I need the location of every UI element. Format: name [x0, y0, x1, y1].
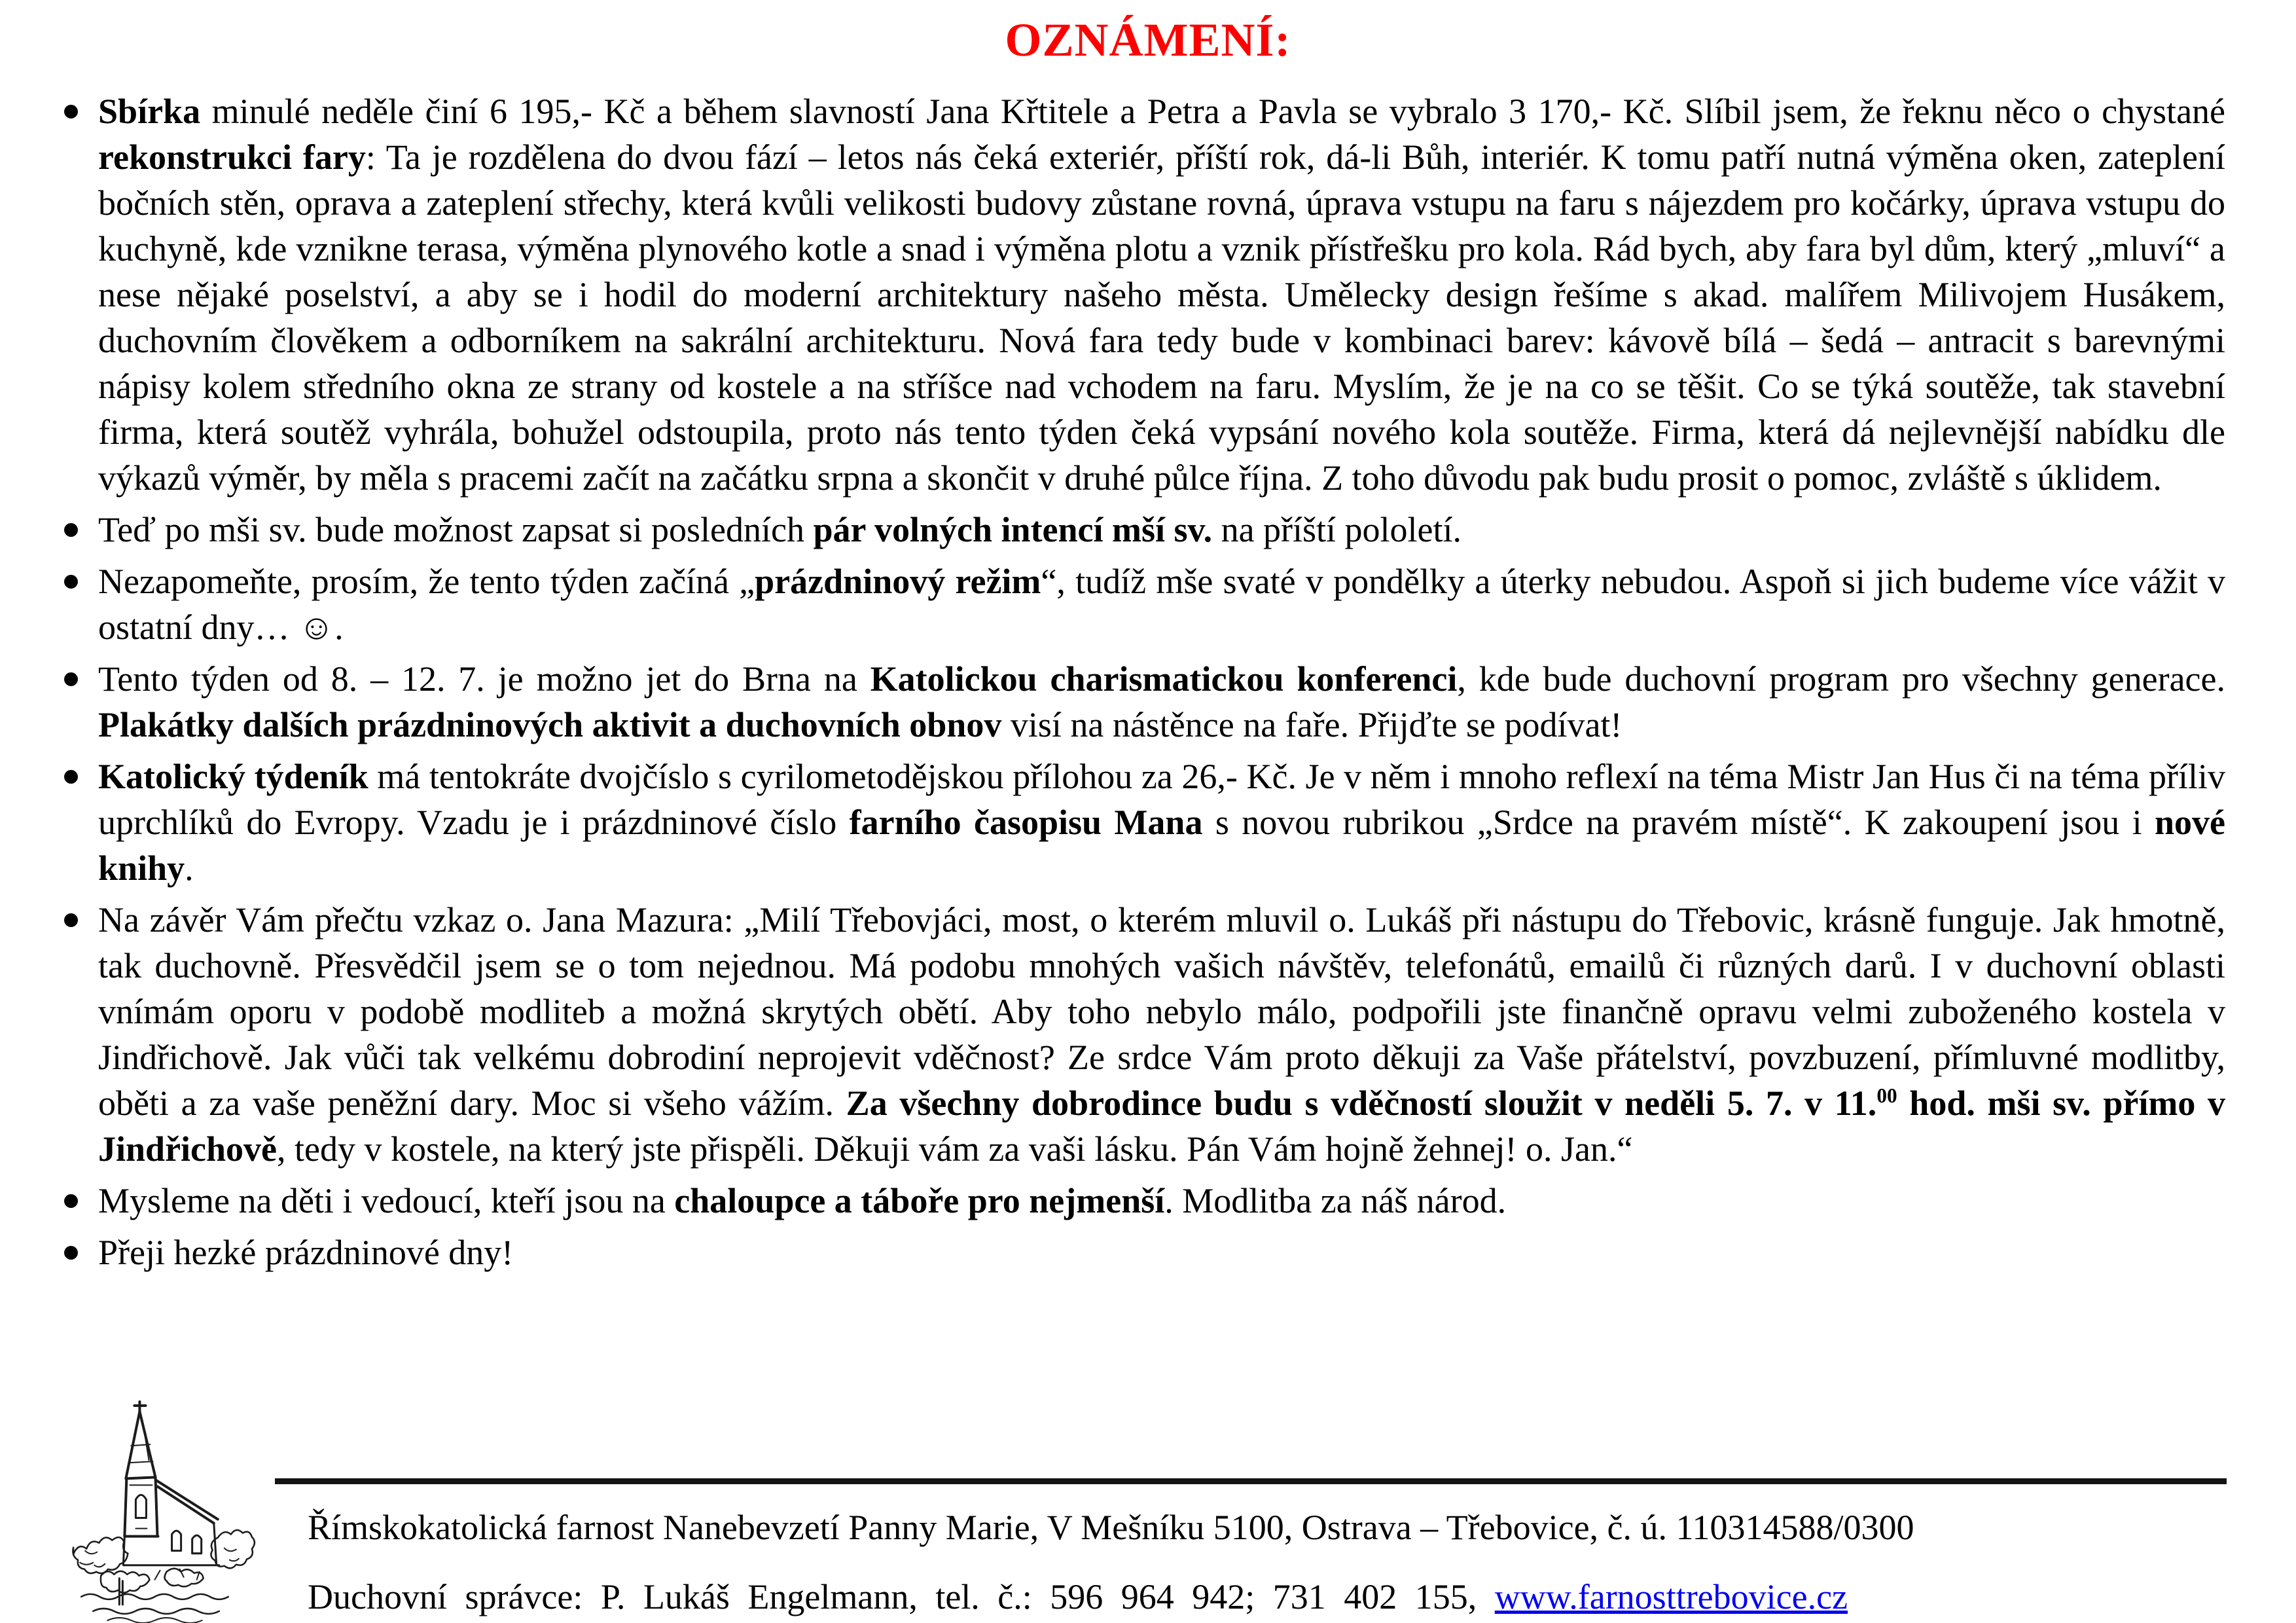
text-run: Tento týden od 8. – 12. 7. je možno jet do Brna na	[98, 659, 870, 699]
bold-text-run: Sbírka	[98, 92, 201, 132]
announcement-list	[0, 88, 2296, 1275]
text-run: Na závěr Vám přečtu vzkaz o. Jana Mazura: „Milí Třebovjáci, most, o kterém mluvil o. Lukáš při nástupu do Třebovic, krásně funguje. Jak hmotně, tak duchovně. Přesvědčil jsem se o tom nejednou. Má podobu mnohých vašich návštěv, telefonátů, emailů či různých darů. I v duchovní oblasti vnímám oporu v podobě modliteb a možná skrytých obětí. Aby toho nebylo málo, podpořili jste finančně opravu velmi zuboženého kostela v Jindřichově. Jak vůči tak velkému dobrodiní neprojevit vděčnost? Ze srdce Vám proto děkuji za Vaše přátelství, povzbuzení, přímluvné modlitby, oběti a za vaše peněžní dary. Moc si všeho vážím.	[98, 900, 2225, 1123]
bold-text-run: farního časopisu Mana	[849, 803, 1203, 843]
bullet-item	[98, 88, 2225, 501]
bold-text-run: pár volných intencí mší sv.	[813, 510, 1213, 550]
bullet-dot-icon	[64, 1246, 78, 1260]
text-run: s novou rubrikou „Srdce na pravém místě“. K zakoupení jsou i	[1202, 803, 2155, 843]
footer-parish-line: Římskokatolická farnost Nanebevzetí Panny Marie, V Mešníku 5100, Ostrava – Třebovice, č. ú. 110314588/0300	[308, 1508, 1914, 1547]
bullet-dot-icon	[64, 105, 78, 119]
bullet-item	[98, 1230, 2225, 1275]
text-run: .	[185, 848, 194, 888]
bold-text-run: hod. mši sv. přímo v Jindřichově	[98, 1084, 2225, 1169]
bullet-item	[98, 558, 2225, 650]
text-run: na příští pololetí.	[1212, 510, 1462, 550]
church-sketch-image	[60, 1400, 260, 1623]
text-run: Přeji hezké prázdninové dny!	[98, 1233, 514, 1273]
text-run: , kde bude duchovní program pro všechny generace.	[1457, 659, 2225, 699]
bold-text-run: prázdninový režim	[755, 562, 1041, 602]
bullet-item	[98, 507, 2225, 553]
bullet-dot-icon	[64, 575, 78, 589]
text-run: Nezapomeňte, prosím, že tento týden začíná „	[98, 562, 755, 602]
bold-text-run: 00	[1876, 1084, 1897, 1108]
text-run: . Modlitba za náš národ.	[1164, 1181, 1507, 1221]
text-run: : Ta je rozdělena do dvou fází – letos nás čeká exteriér, příští rok, dá-li Bůh, interiér. K tomu patří nutná výměna oken, zateplení bočních stěn, oprava a zateplení střechy, která kvůli velikosti budovy zůstane rovná, úprava vstupu na faru s nájezdem pro kočárky, úprava vstupu do kuchyně, kde vznikne terasa, výměna plynového kotle a snad i výměna plotu a vznik přístřešku pro kola. Rád bych, aby fara byl dům, který „mluví“ a nese nějaké poselství, a aby se i hodil do moderní architektury našeho města. Umělecky design řešíme s akad. malířem Milivojem Husákem, duchovním člověkem a odborníkem na sakrální architekturu. Nová fara tedy bude v kombinaci barev: kávově bílá – šedá – antracit s barevnými nápisy kolem středního okna ze strany od kostele a na stříšce nad vchodem na faru. Myslím, že je na co se těšit. Co se týká soutěže, tak stavební firma, která soutěž vyhrála, bohužel odstoupila, proto nás tento týden čeká vypsání nového kola soutěže. Firma, která dá nejlevnější nabídku dle výkazů výměr, by měla s pracemi začít na začátku srpna a skončit v druhé půlce října. Z toho důvodu pak budu prosit o pomoc, zvláště s úklidem.	[98, 137, 2225, 498]
bold-text-run: Katolickou charismatickou konferenci	[870, 659, 1458, 699]
page-title: OZNÁMENÍ:	[1005, 14, 1291, 66]
bold-text-run: Katolický týdeník	[98, 757, 368, 797]
text-run: Teď po mši sv. bude možnost zapsat si posledních	[98, 510, 814, 550]
text-run: , tedy v kostele, na který jste přispěli. Děkuji vám za vaši lásku. Pán Vám hojně žehnej! o. Jan.“	[277, 1129, 1633, 1169]
footer-contact-text: Duchovní správce: P. Lukáš Engelmann, tel. č.: 596 964 942; 731 402 155,	[308, 1577, 1495, 1616]
text-run: Mysleme na děti i vedoucí, kteří jsou na	[98, 1181, 675, 1221]
bullet-dot-icon	[64, 770, 78, 784]
bold-text-run: rekonstrukci fary	[98, 137, 366, 177]
text-run: má tentokráte dvojčíslo s cyrilometodějskou přílohou za 26,- Kč. Je v něm i mnoho reflexí na téma Mistr Jan Hus či na téma příliv uprchlíků do Evropy. Vzadu je i prázdninové číslo	[98, 757, 2225, 843]
bullet-dot-icon	[64, 672, 78, 686]
text-run: “, tudíž mše svaté v pondělky a úterky nebudou. Aspoň si jich budeme více vážit v ostatní dny… ☺.	[98, 562, 2225, 647]
bullet-dot-icon	[64, 523, 78, 537]
text-run: minulé neděle činí 6 195,- Kč a během slavností Jana Křtitele a Petra a Pavla se vybralo 3 170,- Kč. Slíbil jsem, že řeknu něco o chystané	[200, 92, 2225, 132]
bold-text-run: Za všechny dobrodince budu s vděčností sloužit v neděli 5. 7. v 11.	[846, 1084, 1877, 1123]
text-run: visí na nástěnce na faře. Přijďte se podívat!	[1001, 705, 1623, 745]
bullet-dot-icon	[64, 1194, 78, 1208]
footer-contact-line	[308, 1575, 1848, 1618]
bullet-item	[98, 754, 2225, 891]
bullet-item	[98, 656, 2225, 748]
bullet-dot-icon	[64, 913, 78, 927]
footer-divider	[275, 1478, 2227, 1484]
bullet-item	[98, 897, 2225, 1172]
bullet-item	[98, 1178, 2225, 1224]
bold-text-run: nové knihy	[98, 803, 2225, 888]
parish-website-link[interactable]: www.farnosttrebovice.cz	[1494, 1577, 1848, 1616]
bold-text-run: chaloupce a táboře pro nejmenší	[674, 1181, 1165, 1221]
bold-text-run: Plakátky dalších prázdninových aktivit a duchovních obnov	[98, 705, 1002, 745]
